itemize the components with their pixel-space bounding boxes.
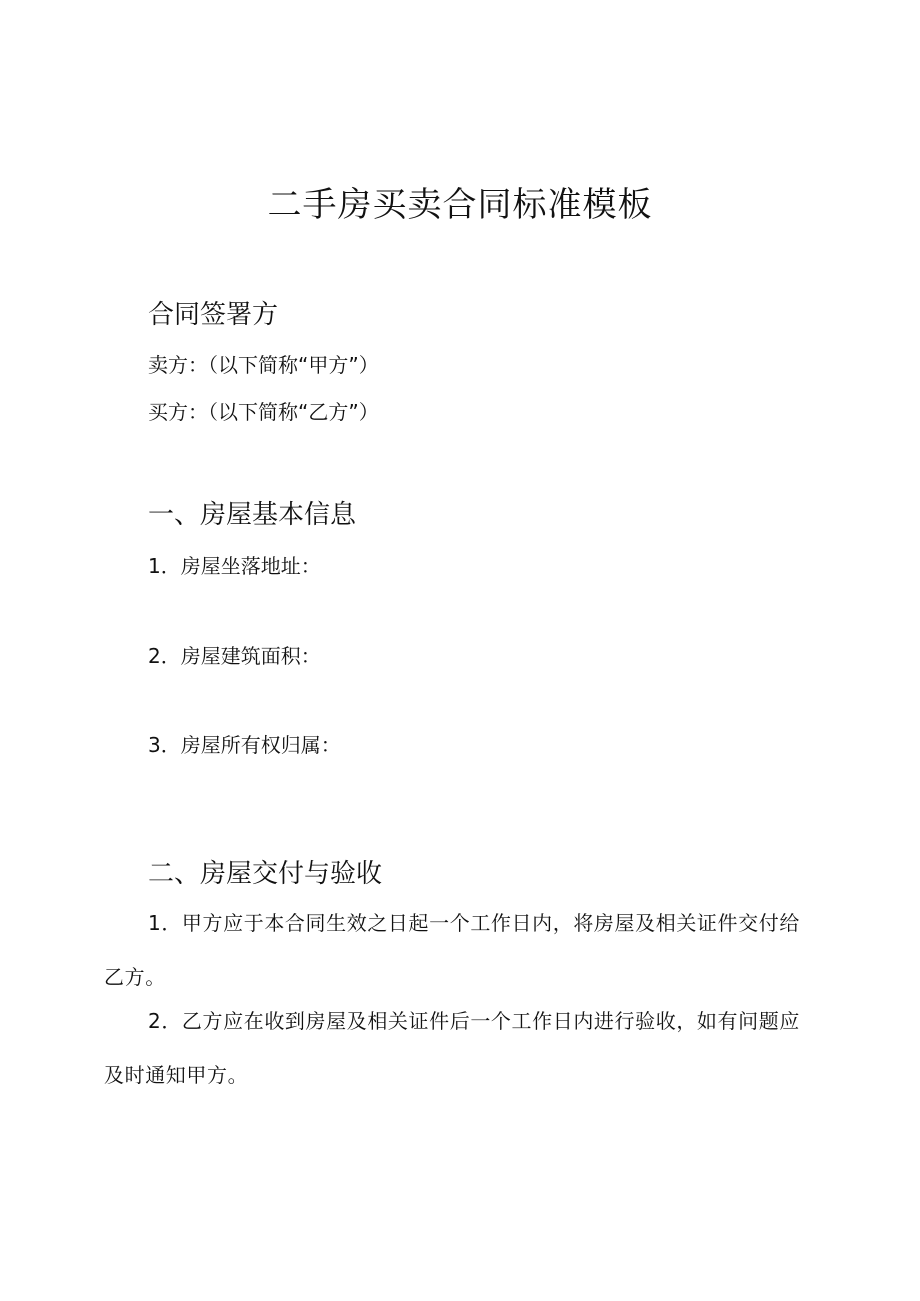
section2-item-delivery: 1．甲方应于本合同生效之日起一个工作日内，将房屋及相关证件交付给乙方。 (104, 911, 800, 989)
parties-heading: 合同签署方 (148, 300, 279, 330)
buyer-line: 买方：（以下简称“乙方”） (148, 400, 379, 424)
seller-line: 卖方：（以下简称“甲方”） (148, 353, 379, 377)
section2-heading: 二、房屋交付与验收 (148, 859, 383, 889)
document-title: 二手房买卖合同标准模板 (267, 185, 653, 225)
section1-item-address: 1．房屋坐落地址： (148, 554, 321, 578)
section2-item-inspection: 2．乙方应在收到房屋及相关证件后一个工作日内进行验收，如有问题应及时通知甲方。 (104, 1009, 800, 1087)
section1-item-area: 2．房屋建筑面积： (148, 644, 321, 668)
section1-heading: 一、房屋基本信息 (148, 500, 357, 530)
section1-item-ownership: 3．房屋所有权归属： (148, 733, 341, 757)
